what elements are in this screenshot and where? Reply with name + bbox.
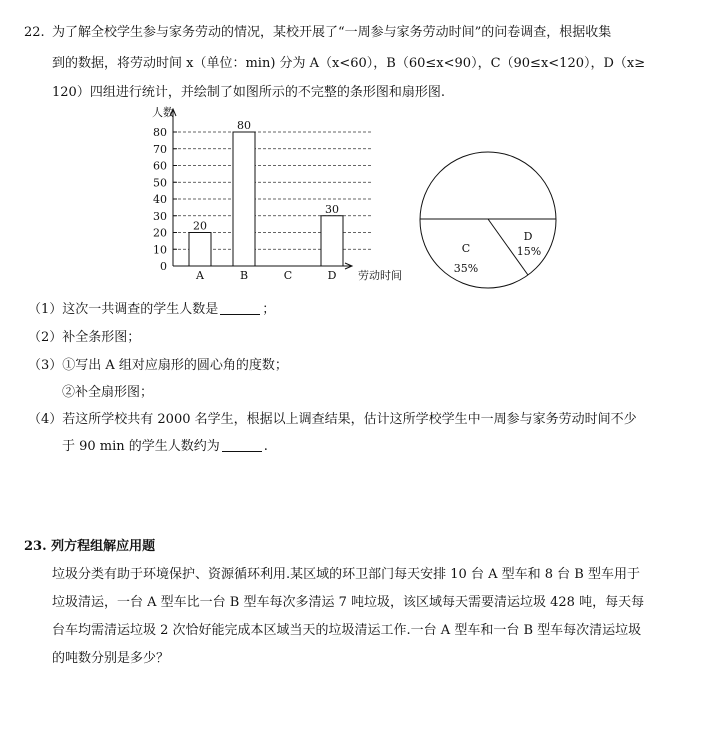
q22-sub4-line2 — [62, 438, 268, 456]
q23-heading — [24, 538, 155, 556]
q22-sub4-end: . — [263, 439, 268, 454]
pie-chart — [416, 148, 561, 293]
bar-value-label: 80 — [237, 119, 251, 132]
bar-value-label: 20 — [193, 219, 207, 233]
q23-line4: 的吨数分别是多少？ — [52, 651, 170, 666]
slice-label-d: D — [523, 230, 533, 243]
q22-sub1-text: （1）这次一共调查的学生人数是 — [28, 302, 219, 317]
y-tick-label: 30 — [153, 209, 167, 223]
y-axis-title: 人数 — [152, 106, 174, 119]
bar — [321, 216, 343, 266]
pie-outline — [420, 152, 556, 288]
q23-number: 23. — [24, 539, 47, 554]
y-tick-label: 0 — [160, 260, 167, 273]
x-axis-title: 劳动时间 — [358, 269, 402, 282]
answer-blank-2[interactable] — [222, 450, 262, 452]
q23-title: 列方程组解应用题 — [51, 539, 156, 554]
y-tick-label: 40 — [153, 193, 167, 206]
y-tick-label: 50 — [153, 176, 167, 190]
bar-chart — [140, 104, 415, 284]
q22-sub1-end: ； — [262, 302, 276, 317]
y-tick-label: 60 — [153, 159, 167, 173]
q22-stem-line3: 120）四组进行统计，并绘制了如图所示的不完整的条形图和扇形图. — [52, 85, 445, 100]
q22-stem-line1: 为了解全校学生参与家务劳动的情况，某校开展了“一周参与家务劳动时间”的问卷调查，根据收集 — [52, 25, 612, 40]
y-tick-label: 20 — [153, 226, 167, 240]
answer-blank-1[interactable] — [220, 313, 260, 315]
q22-sub3b: ②补全扇形图； — [62, 385, 154, 400]
y-tick-label: 80 — [153, 126, 167, 139]
q22-number: 22. — [24, 25, 45, 40]
x-tick-label: C — [283, 269, 293, 282]
q23-line1: 垃圾分类有助于环境保护、资源循环利用.某区域的环卫部门每天安排 10 台 A 型车和 8 台 B 型车用于 — [52, 567, 640, 582]
slice-label-c: C — [461, 242, 471, 255]
q22-sub2: （2）补全条形图； — [28, 330, 141, 345]
y-tick-label: 70 — [153, 142, 167, 156]
q22-sub4-line1: （4）若这所学校共有 2000 名学生，根据以上调查结果，估计这所学校学生中一周参与家务劳动时间不少 — [28, 412, 637, 427]
x-tick-label: B — [239, 269, 249, 282]
slice-percent-c: 35% — [453, 262, 479, 275]
q22-stem-line2: 到的数据，将劳动时间 x（单位：min) 分为 A（x<60），B（60≤x<90），C（90≤x<120），D（x≥ — [52, 56, 646, 71]
y-tick-label: 10 — [153, 243, 167, 257]
bar-value-label: 30 — [325, 202, 339, 216]
q22-sub3: （3）①写出 A 组对应扇形的圆心角的度数； — [28, 358, 288, 373]
bar — [189, 233, 211, 267]
x-tick-label: D — [327, 269, 337, 282]
q23-line3: 台车均需清运垃圾 2 次恰好能完成本区域当天的垃圾清运工作.一台 A 型车和一台 B 型车每次清运垃圾 — [52, 623, 642, 638]
x-tick-label: A — [196, 269, 204, 282]
bar — [233, 132, 255, 266]
q22-sub1 — [28, 301, 275, 319]
q22-sub4-text: 于 90 min 的学生人数约为 — [62, 439, 220, 454]
slice-percent-d: 15% — [516, 245, 542, 258]
q23-line2: 垃圾清运，一台 A 型车比一台 B 型车每次多清运 7 吨垃圾，该区域每天需要清运垃圾 428 吨，每天每 — [52, 595, 645, 610]
